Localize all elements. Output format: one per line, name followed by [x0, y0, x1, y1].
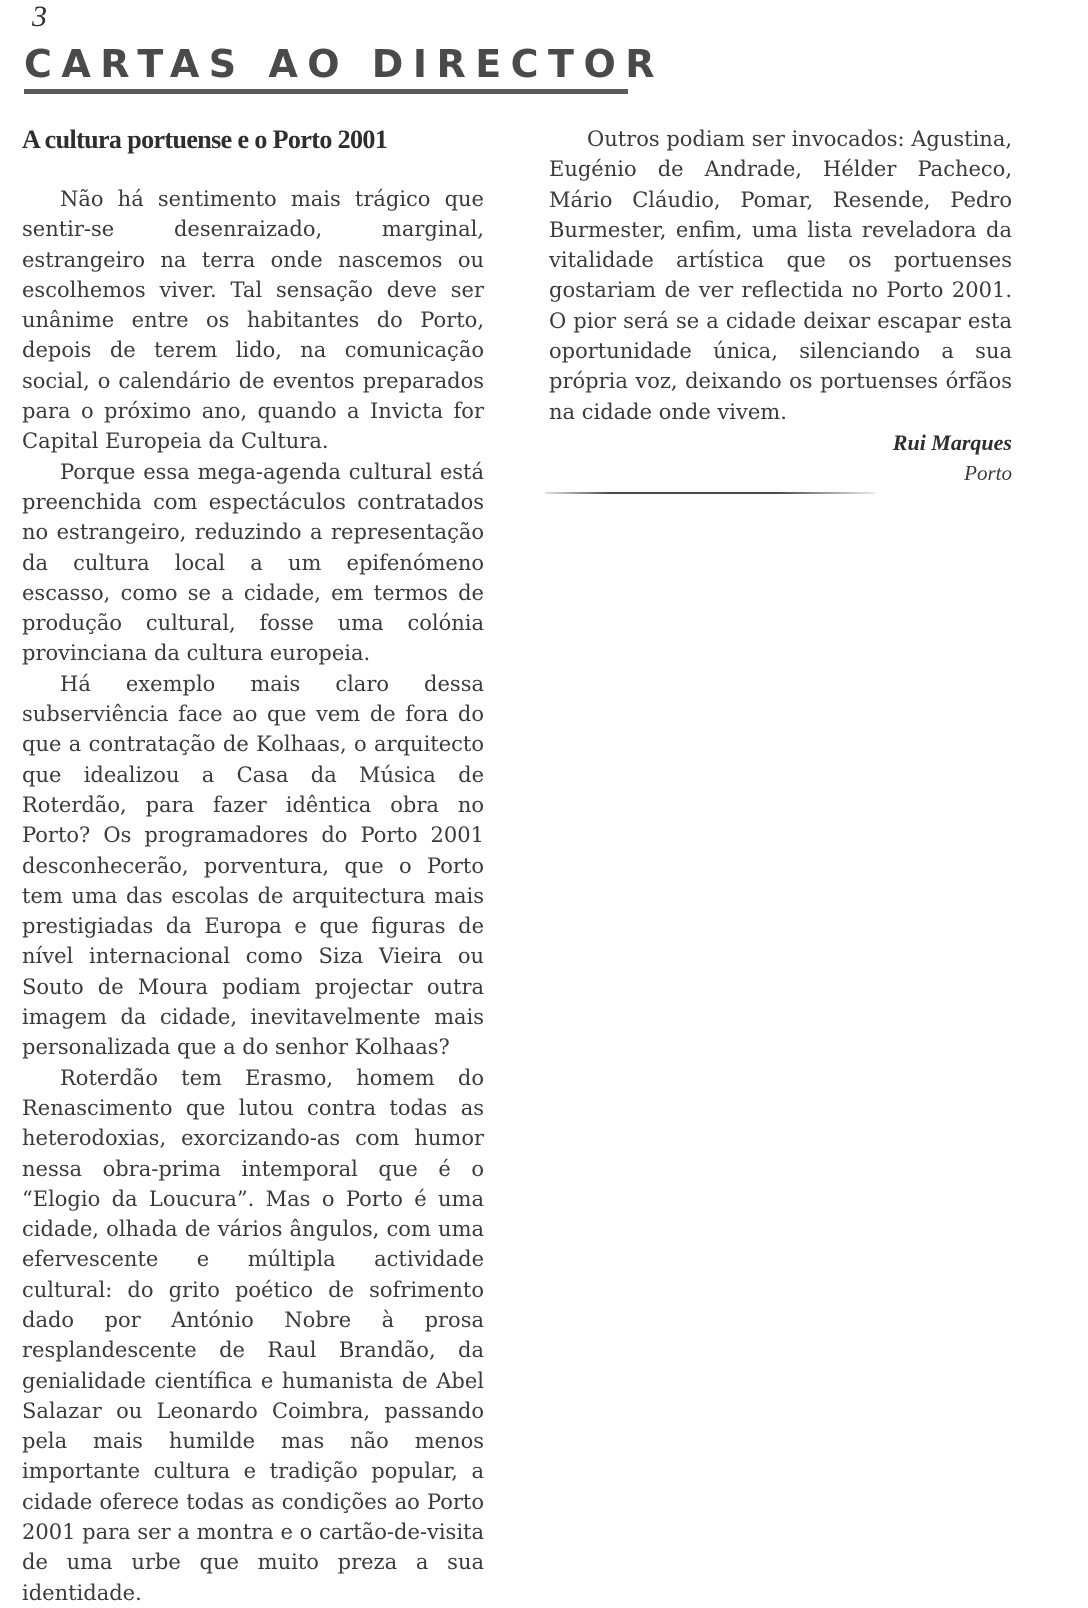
- letter-paragraph: Não há sentimento mais trágico que sentir-se desenraizado, marginal, estrangeiro na terra onde nascemos ou escolhemos viver. Tal sensação deve ser unânime entre os habitantes do Porto, depois de terem lido, na comunicação social, o calendário de eventos preparados para o próximo ano, quando a Invicta for Capital Europeia da Cultura.: [22, 187, 484, 454]
- author-name: Rui Marques: [892, 429, 1012, 455]
- author-location: Porto: [964, 460, 1012, 485]
- letter-headline: A cultura portuense e o Porto 2001: [22, 125, 388, 154]
- letter-signature: [549, 427, 1012, 488]
- letter-column-left: [22, 124, 484, 1608]
- header-rule: [24, 89, 628, 94]
- page-number-mark: 3: [32, 0, 47, 33]
- section-title: CARTAS AO DIRECTOR: [24, 42, 665, 86]
- letter-paragraph: Roterdão tem Erasmo, homem do Renascimento que lutou contra todas as heterodoxias, exorcizando-as com humor nessa obra-prima intemporal que é o “Elogio da Loucura”. Mas o Porto é uma cidade, olhada de vários ângulos, com uma efervescente e múltipla actividade cultural: do grito poético de sofrimento dado por António Nobre à prosa resplandescente de Raul Brandão, da genialidade científica e humanista de Abel Salazar ou Leonardo Coimbra, passando pela mais humilde mas não menos importante cultura e tradição popular, a cidade oferece todas as condições ao Porto 2001 para ser a montra e o cartão-de-visita de uma urbe que muito preza a sua identidade.: [22, 1065, 484, 1605]
- letter-column-right: [549, 124, 1012, 488]
- letter-paragraph: Outros podiam ser invocados: Agustina, Eugénio de Andrade, Hélder Pacheco, Mário Cláudio, Pomar, Resende, Pedro Burmester, enfim, uma lista reveladora da vitalidade artística que os portuenses gostariam de ver reflectida no Porto 2001. O pior será se a cidade deixar escapar esta oportunidade única, silenciando a sua própria voz, deixando os portuenses órfãos na cidade onde vivem.: [549, 127, 1013, 424]
- letter-paragraph: Há exemplo mais claro dessa subserviência face ao que vem de fora do que a contratação de Kolhaas, o arquitecto que idealizou a Casa da Música de Roterdão, para fazer idêntica obra no Porto? Os programadores do Porto 2001 desconhecerão, porventura, que o Porto tem uma das escolas de arquitectura mais prestigiadas da Europa e que figuras de nível internacional como Siza Vieira ou Souto de Moura podiam projectar outra imagem da cidade, inevitavelmente mais personalizada que a do senhor Kolhaas?: [22, 671, 484, 1060]
- end-of-letter-rule: [545, 492, 875, 494]
- letter-paragraph: Porque essa mega-agenda cultural está preenchida com espectáculos contratados no estrangeiro, reduzindo a representação da cultura local a um epifenómeno escasso, como se a cidade, em termos de produção cultural, fosse uma colónia provinciana da cultura europeia.: [22, 459, 484, 666]
